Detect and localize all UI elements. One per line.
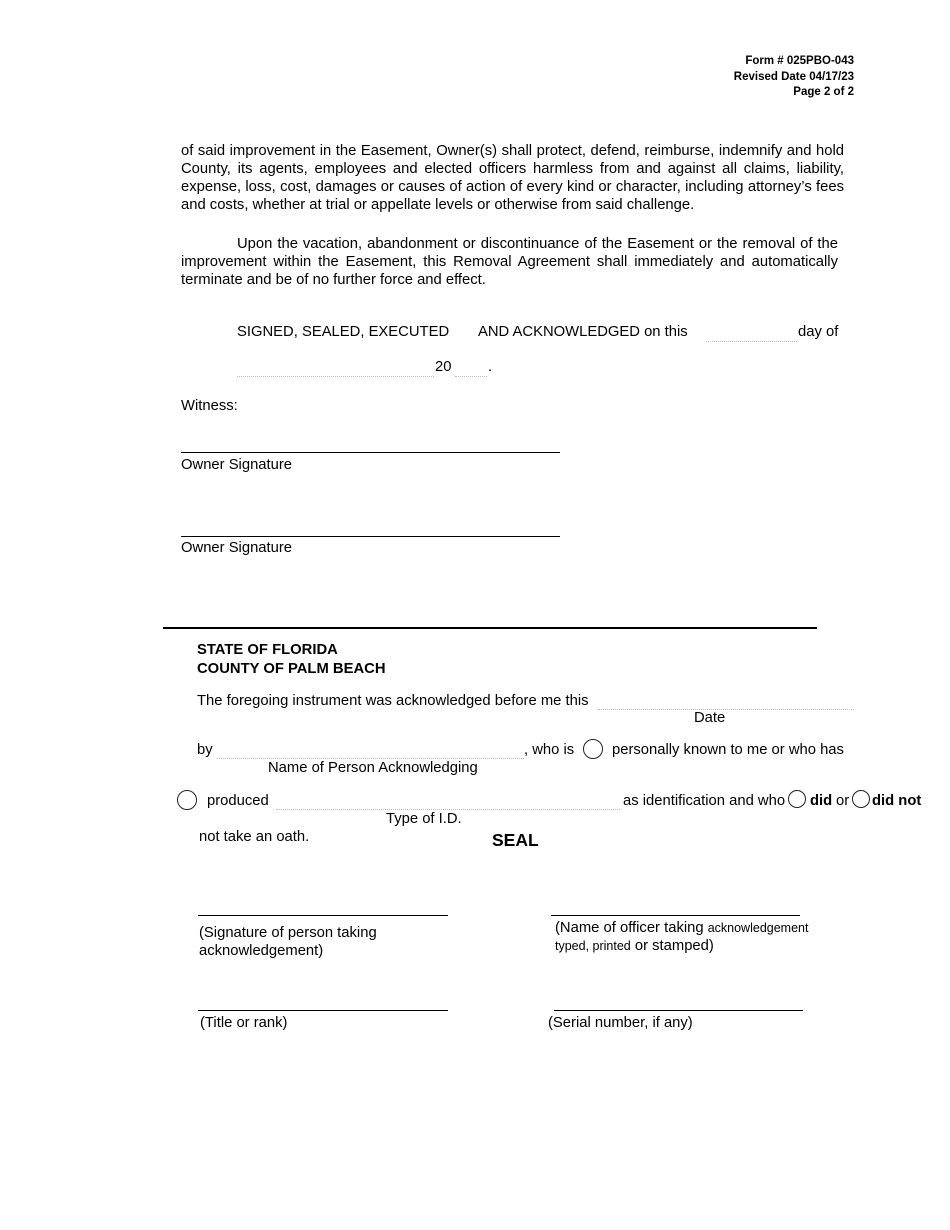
id-type-field[interactable]	[276, 793, 620, 810]
did-oath-radio[interactable]	[788, 790, 806, 808]
title-rank-line[interactable]	[198, 1010, 448, 1011]
notary-signature-caption	[199, 924, 377, 960]
officer-name-caption-2a: typed, printed	[555, 939, 631, 953]
witness-label: Witness:	[181, 398, 238, 414]
owner-signature-line-1[interactable]	[181, 452, 560, 453]
day-field[interactable]	[706, 324, 797, 342]
owner-signature-label-1: Owner Signature	[181, 457, 293, 473]
foregoing-text: The foregoing instrument was acknowledged before me this	[197, 693, 589, 709]
year-field[interactable]	[455, 359, 487, 377]
officer-name-caption-1a: (Name of officer taking	[555, 920, 708, 936]
acknowledged-text: AND ACKNOWLEDGED on this	[478, 324, 688, 340]
did-label: did	[810, 793, 833, 809]
officer-name-caption-2b: or stamped)	[630, 938, 714, 954]
name-caption: Name of Person Acknowledging	[268, 760, 478, 776]
county-heading: COUNTY OF PALM BEACH	[197, 661, 386, 677]
year-prefix: 20	[435, 359, 452, 375]
officer-name-line[interactable]	[551, 915, 800, 916]
form-header	[734, 54, 854, 101]
by-label: by	[197, 742, 213, 758]
owner-signature-label-2: Owner Signature	[181, 540, 293, 556]
section-divider	[163, 627, 817, 629]
id-type-caption: Type of I.D.	[386, 811, 462, 827]
serial-number-caption: (Serial number, if any)	[548, 1015, 693, 1031]
did-not-oath-radio[interactable]	[852, 790, 870, 808]
or-text: or	[836, 793, 850, 809]
produced-label: produced	[207, 793, 269, 809]
termination-paragraph: Upon the vacation, abandonment or discontinuance of the Easement or the removal of the improvement within the Easement, this Removal Agreement shall immediately and automatically terminate and be of no further force and effect.	[181, 236, 838, 288]
produced-id-radio[interactable]	[177, 790, 197, 810]
notary-signature-caption-line-1: (Signature of person taking	[199, 925, 377, 941]
date-caption: Date	[694, 710, 726, 726]
officer-name-caption	[555, 919, 808, 955]
officer-name-caption-1b: acknowledgement	[707, 921, 809, 935]
oath-text: not take an oath.	[199, 829, 310, 845]
day-of-text: day of	[798, 324, 839, 340]
personally-known-text: personally known to me or who has	[612, 742, 844, 758]
person-name-field[interactable]	[217, 742, 524, 759]
notary-signature-line[interactable]	[198, 915, 448, 916]
revised-date: Revised Date 04/17/23	[733, 70, 854, 83]
notary-signature-caption-line-2: acknowledgement)	[199, 943, 324, 959]
month-field[interactable]	[237, 359, 434, 377]
owner-signature-line-2[interactable]	[181, 536, 560, 537]
acknowledgment-date-field[interactable]	[598, 693, 854, 710]
page-number: Page 2 of 2	[793, 86, 854, 98]
did-not-label: did not	[872, 793, 922, 809]
signed-sealed-text: SIGNED, SEALED, EXECUTED	[237, 324, 450, 340]
seal-label: SEAL	[492, 830, 539, 850]
serial-number-line[interactable]	[554, 1010, 803, 1011]
title-rank-caption: (Title or rank)	[200, 1015, 288, 1031]
indemnity-paragraph: of said improvement in the Easement, Owner(s) shall protect, defend, reimburse, indemnify and hold County, its agents, employees and elected officers harmless from and against all claims, liability, expense, loss, cost, damages or causes of action of every kind or character, including attorney’s fees and costs, whether at trial or appellate levels or otherwise from said challenge.	[181, 143, 844, 213]
form-number: Form # 025PBO-043	[745, 55, 854, 67]
personally-known-radio[interactable]	[583, 739, 603, 759]
year-period: .	[488, 359, 493, 375]
who-is-text: , who is	[524, 742, 575, 758]
state-heading: STATE OF FLORIDA	[197, 642, 338, 658]
as-identification-text: as identification and who	[623, 793, 786, 809]
